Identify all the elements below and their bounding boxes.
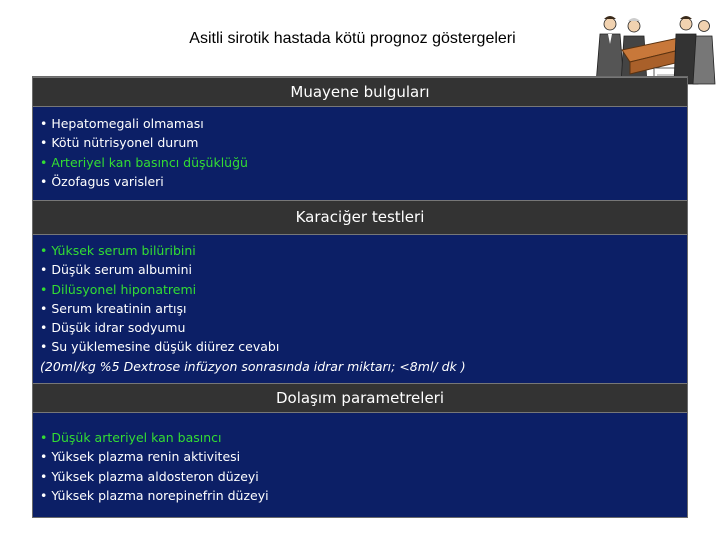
section-header-muayene: Muayene bulguları <box>33 77 687 107</box>
list-item: • Arteriyel kan basıncı düşüklüğü <box>40 154 248 170</box>
list-item: • Yüksek plazma norepinefrin düzeyi <box>40 487 269 503</box>
list-item: • Hepatomegali olmaması <box>40 116 204 131</box>
list-item: • Yüksek plazma aldosteron düzeyi <box>40 468 259 484</box>
list-item-note: (20ml/kg %5 Dextrose infüzyon sonrasında idrar miktarı; <8ml/ dk ) <box>40 358 466 374</box>
list-item: • Su yüklemesine düşük diürez cevabı <box>40 339 280 355</box>
section-header-dolasim: Dolaşım parametreleri <box>33 383 687 413</box>
list-item: • Dilüsyonel hiponatremi <box>40 281 197 297</box>
list-item: • Serum kreatinin artışı <box>40 300 187 316</box>
list-item: • Yüksek plazma renin aktivitesi <box>40 449 241 465</box>
list-item: • Düşük arteriyel kan basıncı <box>40 430 222 445</box>
list-item: • Düşük idrar sodyumu <box>40 320 186 336</box>
prognosis-panel <box>32 76 688 518</box>
section-header-karaciger: Karaciğer testleri <box>33 200 687 235</box>
list-item: • Özofagus varisleri <box>40 173 164 189</box>
list-item: • Yüksek serum bilüribini <box>40 243 196 258</box>
list-item: • Kötü nütrisyonel durum <box>40 135 199 151</box>
section-list-muayene <box>40 114 248 191</box>
section-list-dolasim <box>40 428 269 505</box>
slide-title: Asitli sirotik hastada kötü prognoz göstergeleri <box>189 30 516 47</box>
section-list-karaciger <box>40 241 466 376</box>
list-item: • Düşük serum albumini <box>40 262 192 278</box>
